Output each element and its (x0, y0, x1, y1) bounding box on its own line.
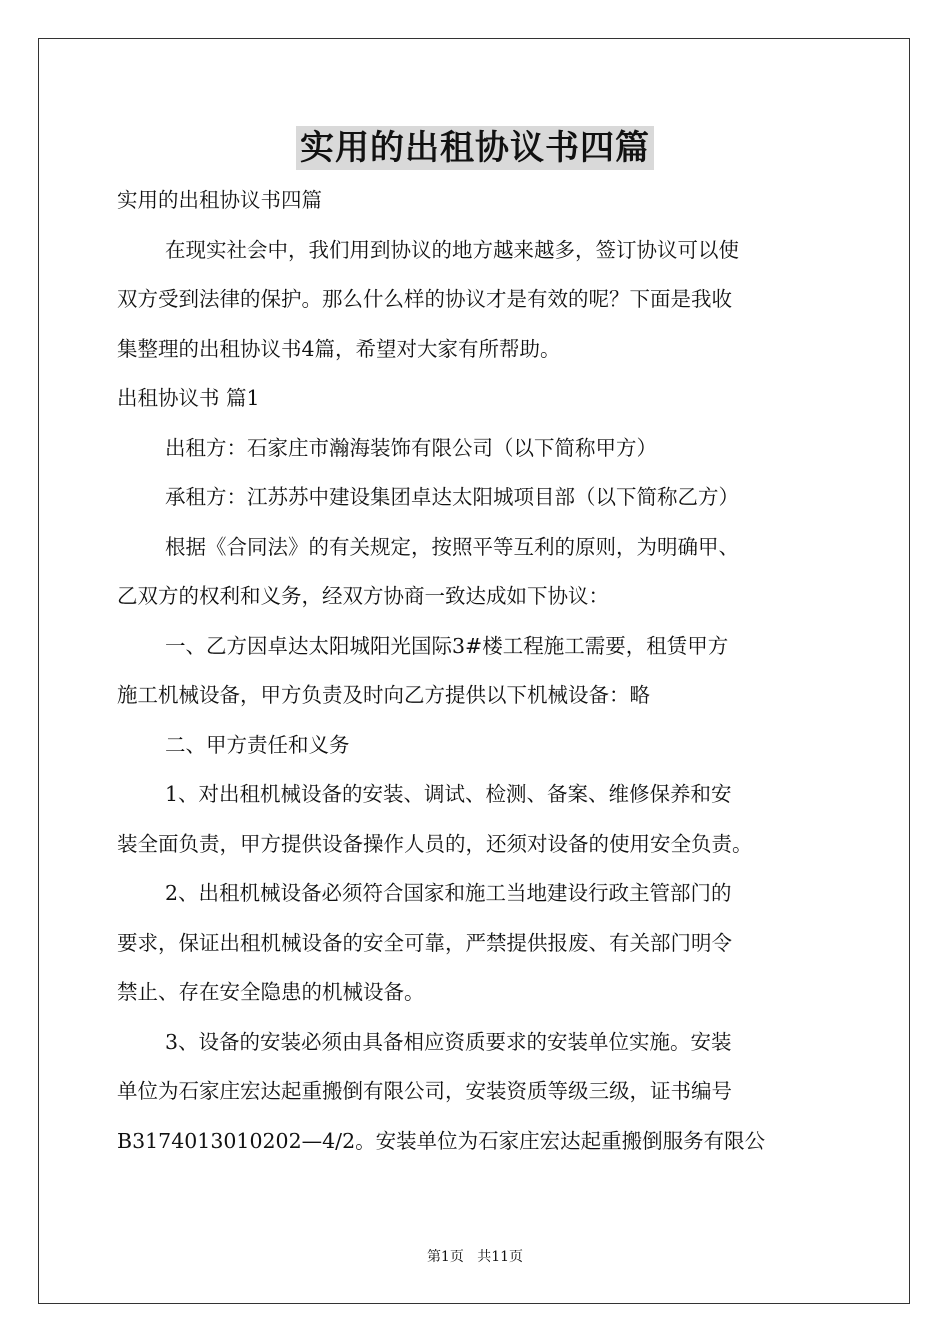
text-line: 2、出租机械设备必须符合国家和施工当地建设行政主管部门的 (165, 881, 732, 905)
text-line: 3、设备的安装必须由具备相应资质要求的安装单位实施。安装 (165, 1029, 732, 1054)
text-line: 要求，保证出租机械设备的安全可靠，严禁提供报废、有关部门明令 (117, 930, 732, 955)
document-body (117, 176, 833, 1166)
text-line: 承租方：江苏苏中建设集团卓达太阳城项目部（以下简称乙方） (165, 485, 739, 509)
text-line: 施工机械设备，甲方负责及时向乙方提供以下机械设备：略 (117, 683, 650, 707)
text-line: 出租协议书 篇1 (117, 386, 260, 410)
page-footer (0, 1248, 950, 1266)
text-line: 1、对出租机械设备的安装、调试、检测、备案、维修保养和安 (165, 782, 732, 806)
text-line: 根据《合同法》的有关规定，按照平等互利的原则，为明确甲、 (165, 534, 739, 559)
page-number: 第1页 (426, 1249, 464, 1265)
text-line: 一、乙方因卓达太阳城阳光国际3#楼工程施工需要，租赁甲方 (165, 633, 729, 658)
text-line: 二、甲方责任和义务 (165, 732, 350, 757)
text-line: 在现实社会中，我们用到协议的地方越来越多，签订协议可以使 (165, 237, 739, 262)
document-title: 实用的出租协议书四篇 (296, 126, 654, 170)
text-line: 禁止、存在安全隐患的机械设备。 (117, 980, 425, 1004)
text-line: 出租方：石家庄市瀚海装饰有限公司（以下简称甲方） (165, 435, 657, 460)
text-line: 实用的出租协议书四篇 (117, 188, 322, 212)
text-line: 乙双方的权利和义务，经双方协商一致达成如下协议： (117, 584, 609, 608)
page-total: 共11页 (477, 1249, 524, 1265)
title-container (0, 126, 950, 170)
text-line: 单位为石家庄宏达起重搬倒有限公司，安装资质等级三级，证书编号 (117, 1079, 732, 1103)
text-line: 装全面负责，甲方提供设备操作人员的，还须对设备的使用安全负责。 (117, 831, 753, 856)
text-line: 双方受到法律的保护。那么什么样的协议才是有效的呢？下面是我收 (117, 287, 732, 311)
text-line: 集整理的出租协议书4篇，希望对大家有所帮助。 (117, 336, 561, 361)
text-line: B3174013010202—4/2。安装单位为石家庄宏达起重搬倒服务有限公 (117, 1128, 766, 1153)
